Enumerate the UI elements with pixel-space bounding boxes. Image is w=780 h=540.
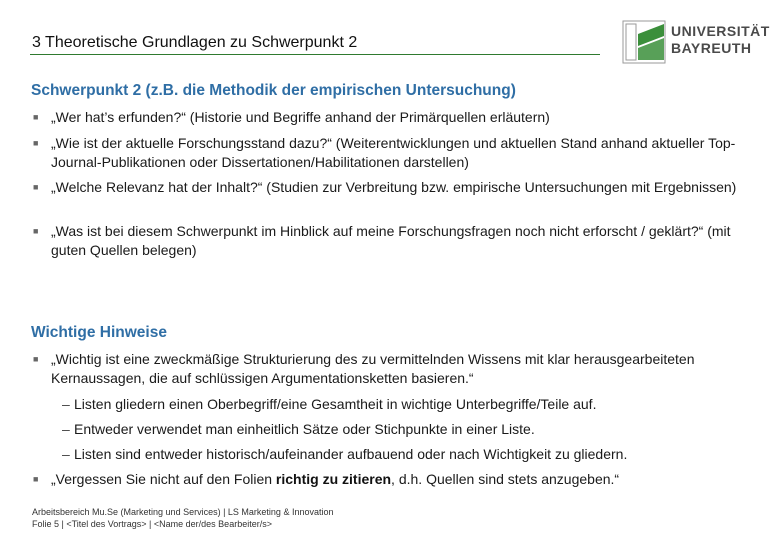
slide-title: 3 Theoretische Grundlagen zu Schwerpunkt 2 <box>32 34 358 51</box>
title-divider <box>30 54 600 55</box>
logo-line-1: UNIVERSITÄT <box>671 23 770 39</box>
square-bullet-icon: ■ <box>33 226 39 236</box>
sub-list-item <box>62 420 742 439</box>
list-item <box>33 178 743 197</box>
footer-line-2: Folie 5 | <Titel des Vortrags> | <Name der/des Bearbeiter/s> <box>32 519 272 529</box>
list-item-text: „Wichtig ist eine zweckmäßige Strukturierung des zu vermittelnden Wissens mit klar herausgearbeiteten Kernaussagen, die auf schlüssigen Argumentationsketten basieren.“ <box>51 351 695 386</box>
list-item-text: „Was ist bei diesem Schwerpunkt im Hinblick auf meine Forschungsfragen noch nicht erforscht / geklärt?“ (mit guten Quellen belegen) <box>51 223 731 258</box>
list-item <box>33 108 743 127</box>
list-item-text-pre: „Vergessen Sie nicht auf den Folien <box>51 471 276 487</box>
sub-list-item-text: Entweder verwendet man einheitlich Sätze oder Stichpunkte in einer Liste. <box>74 421 535 437</box>
section-heading-hinweise: Wichtige Hinweise <box>31 324 167 341</box>
sub-list-item-text: Listen sind entweder historisch/aufeinander aufbauend oder nach Wichtigkeit zu gliedern. <box>74 446 628 462</box>
list-item-emphasis: richtig zu zitieren <box>275 471 392 487</box>
en-dash-icon: – <box>62 421 70 437</box>
university-logo-text <box>671 23 770 57</box>
university-logo-icon <box>622 20 666 64</box>
square-bullet-icon: ■ <box>33 354 39 364</box>
sub-list-item <box>62 395 742 414</box>
en-dash-icon: – <box>62 446 70 462</box>
list-item-text: „Welche Relevanz hat der Inhalt?“ (Studien zur Verbreitung bzw. empirische Untersuchungen mit Ergebnissen) <box>51 179 737 195</box>
list-item-text-post: , d.h. Quellen sind stets anzugeben.“ <box>391 471 620 487</box>
en-dash-icon: – <box>62 396 70 412</box>
list-item <box>33 350 743 388</box>
sub-list-item <box>62 445 742 464</box>
square-bullet-icon: ■ <box>33 182 39 192</box>
square-bullet-icon: ■ <box>33 138 39 148</box>
footer-line-1: Arbeitsbereich Mu.Se (Marketing und Services) | LS Marketing & Innovation <box>32 507 334 517</box>
list-item-text: „Wie ist der aktuelle Forschungsstand dazu?“ (Weiterentwicklungen und aktuellen Stand anhand aktueller Top-Journal-Publikationen oder Dissertationen/Habilitationen darstellen) <box>51 135 736 170</box>
square-bullet-icon: ■ <box>33 112 39 122</box>
list-item <box>33 470 743 489</box>
logo-line-2: BAYREUTH <box>671 40 752 56</box>
sub-list-item-text: Listen gliedern einen Oberbegriff/eine Gesamtheit in wichtige Unterbegriffe/Teile auf. <box>74 396 597 412</box>
list-item <box>33 222 743 260</box>
section-heading-schwerpunkt: Schwerpunkt 2 (z.B. die Methodik der empirischen Untersuchung) <box>31 82 516 99</box>
square-bullet-icon: ■ <box>33 474 39 484</box>
list-item-text: „Wer hat’s erfunden?“ (Historie und Begriffe anhand der Primärquellen erläutern) <box>51 109 550 125</box>
university-logo <box>622 20 770 64</box>
list-item <box>33 134 743 172</box>
